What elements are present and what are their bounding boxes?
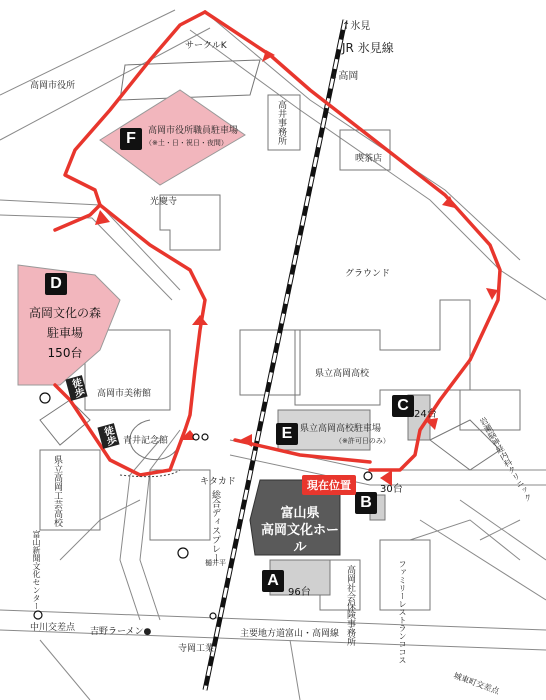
f-parking-title: 高岡市役所職員駐車場 [148, 126, 239, 136]
ground-label: グラウンド [345, 269, 391, 279]
marker-b[interactable]: B [355, 492, 377, 514]
terai-label: 寺岡工業 [178, 644, 215, 654]
rail-line-label: JR 氷見線 [342, 41, 394, 55]
d-parking-name: 高岡文化の森 [28, 306, 101, 320]
count-b: 30台 [380, 484, 403, 495]
city-hall-label: 高岡市役所 [30, 81, 76, 91]
family-restaurant-label: ファミリーレストランココス [398, 560, 407, 664]
marker-e[interactable]: E [276, 423, 298, 445]
ekimae-display-label: 総合ディスプレー [210, 490, 220, 562]
marker-f[interactable]: F [120, 128, 142, 150]
marker-a[interactable]: A [262, 570, 284, 592]
count-a: 96台 [288, 587, 311, 598]
main-road-label: 主要地方道富山・高岡線 [240, 629, 340, 639]
takaoka-hs-label: 県立高岡高校 [315, 369, 370, 379]
shirogemachi-label: 城東町交差点 [452, 671, 501, 696]
clinic-label: 岩瀬脳神経内科クリニック [478, 415, 534, 504]
hall-line-2: 高岡文化ホール [260, 523, 339, 555]
f-parking-note: （※土・日・祝日・夜間） [145, 139, 228, 147]
kita-mark-label: 樋井平 [205, 559, 226, 567]
hs-parking-note: （※許可日のみ） [335, 437, 390, 445]
count-c: 24台 [414, 409, 437, 420]
rail-south-label: ↓高岡 [330, 71, 359, 82]
d-parking-count: 150台 [47, 346, 83, 360]
current-position-badge: 現在位置 [302, 475, 356, 495]
kitakado-label: キタカド [200, 477, 236, 487]
aoi-kinenkan-label: 青井記念館 [123, 436, 169, 446]
cultural-hall-label [255, 505, 345, 556]
takai-office-label: 高井事務所 [276, 100, 286, 145]
circle-k-label: サークルK [185, 41, 227, 51]
marker-d[interactable]: D [45, 273, 67, 295]
bunka-center-label: 富山新聞文化センター [32, 530, 41, 610]
marker-c[interactable]: C [392, 395, 414, 417]
hall-line-1: 富山県 [280, 506, 320, 521]
shakai-hoken-label: 高岡社会保険事務所 [345, 565, 355, 646]
d-parking-kind: 駐車場 [46, 326, 83, 340]
d-parking-text [20, 303, 110, 363]
hs-parking-label: 県立高岡高校駐車場 [300, 424, 382, 434]
yoshino-ramen-label: 吉野ラーメン● [90, 627, 152, 637]
nakagawa-label: 中川交差点 [30, 623, 76, 633]
museum-label: 高岡市美術館 [97, 389, 152, 399]
kotogyo-hs-label: 県立高岡工芸高校 [52, 455, 62, 527]
rail-north-label: ↑氷見 [342, 21, 371, 32]
walk-label-lower: 徒歩 [97, 423, 119, 449]
walk-label-upper: 徒歩 [65, 375, 87, 401]
kissaten-label: 喫茶店 [355, 154, 383, 164]
kokeiji-label: 光慶寺 [150, 197, 178, 207]
